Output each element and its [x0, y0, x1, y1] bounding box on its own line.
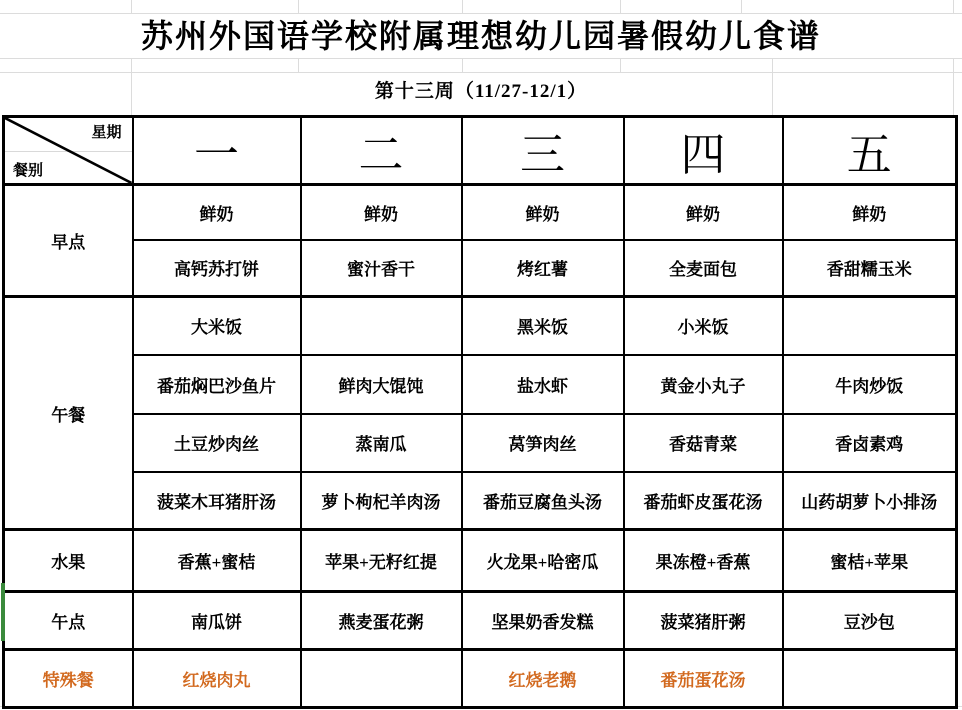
meal-label-afternoon-snack[interactable]: 午点: [4, 592, 133, 650]
menu-cell[interactable]: [783, 650, 957, 708]
day-header-2[interactable]: 二: [301, 117, 462, 185]
menu-cell[interactable]: 香卤素鸡: [783, 414, 957, 472]
corner-label-meal: 餐别: [13, 163, 44, 179]
table-row: [4, 355, 957, 414]
menu-cell[interactable]: 坚果奶香发糕: [462, 592, 624, 650]
meal-label-special-meal[interactable]: 特殊餐: [4, 650, 133, 708]
menu-cell[interactable]: 高钙苏打饼: [133, 240, 301, 297]
menu-cell[interactable]: 南瓜饼: [133, 592, 301, 650]
menu-cell[interactable]: 小米饭: [624, 297, 783, 355]
menu-cell[interactable]: 鲜肉大馄饨: [301, 355, 462, 414]
menu-cell[interactable]: 燕麦蛋花粥: [301, 592, 462, 650]
table-row: [4, 650, 957, 708]
sheet-gridline: [0, 58, 962, 59]
sheet-gridline: [462, 0, 463, 13]
menu-cell[interactable]: [783, 297, 957, 355]
meal-label-breakfast[interactable]: 早点: [4, 185, 133, 297]
menu-cell[interactable]: 鲜奶: [462, 185, 624, 240]
menu-cell[interactable]: 蜜桔+苹果: [783, 530, 957, 592]
table-row: [4, 297, 957, 355]
menu-table: [2, 115, 958, 709]
menu-cell[interactable]: 豆沙包: [783, 592, 957, 650]
sheet-gridline: [298, 0, 299, 13]
menu-cell[interactable]: 全麦面包: [624, 240, 783, 297]
corner-header-cell[interactable]: [4, 117, 133, 185]
menu-cell[interactable]: 牛肉炒饭: [783, 355, 957, 414]
row-select-marker: [1, 583, 5, 641]
menu-cell[interactable]: 鲜奶: [783, 185, 957, 240]
sheet-gridline: [462, 58, 463, 72]
menu-cell[interactable]: 番茄豆腐鱼头汤: [462, 472, 624, 530]
corner-label-weekday: 星期: [91, 125, 122, 141]
menu-cell[interactable]: 香菇青菜: [624, 414, 783, 472]
sheet-gridline: [131, 0, 132, 13]
menu-cell[interactable]: 番茄蛋花汤: [624, 650, 783, 708]
menu-cell[interactable]: 菠菜木耳猪肝汤: [133, 472, 301, 530]
sheet-gridline: [620, 58, 621, 72]
week-subtitle: 第十三周（11/27-12/1）: [374, 81, 588, 102]
menu-cell[interactable]: 果冻橙+香蕉: [624, 530, 783, 592]
menu-cell[interactable]: 鲜奶: [133, 185, 301, 240]
menu-cell[interactable]: [301, 650, 462, 708]
sheet-gridline: [741, 0, 742, 13]
day-header-5[interactable]: 五: [783, 117, 957, 185]
sheet-gridline: [620, 0, 621, 13]
menu-cell[interactable]: 红烧老鹅: [462, 650, 624, 708]
meal-label-lunch[interactable]: 午餐: [4, 297, 133, 530]
menu-cell[interactable]: 鲜奶: [624, 185, 783, 240]
table-row: [4, 592, 957, 650]
day-header-row: [4, 117, 957, 185]
meal-label-fruit[interactable]: 水果: [4, 530, 133, 592]
menu-cell[interactable]: [301, 297, 462, 355]
menu-cell[interactable]: 盐水虾: [462, 355, 624, 414]
menu-cell[interactable]: 火龙果+哈密瓜: [462, 530, 624, 592]
table-row: [4, 530, 957, 592]
menu-cell[interactable]: 蒸南瓜: [301, 414, 462, 472]
sheet-gridline: [298, 58, 299, 72]
menu-cell[interactable]: 土豆炒肉丝: [133, 414, 301, 472]
menu-cell[interactable]: 大米饭: [133, 297, 301, 355]
menu-cell[interactable]: 萝卜枸杞羊肉汤: [301, 472, 462, 530]
menu-cell[interactable]: 苹果+无籽红提: [301, 530, 462, 592]
menu-cell[interactable]: 菠菜猪肝粥: [624, 592, 783, 650]
table-row: [4, 472, 957, 530]
menu-cell[interactable]: 山药胡萝卜小排汤: [783, 472, 957, 530]
table-row: [4, 240, 957, 297]
menu-cell[interactable]: 红烧肉丸: [133, 650, 301, 708]
menu-cell[interactable]: 莴笋肉丝: [462, 414, 624, 472]
menu-cell[interactable]: 黄金小丸子: [624, 355, 783, 414]
day-header-3[interactable]: 三: [462, 117, 624, 185]
menu-cell[interactable]: 番茄虾皮蛋花汤: [624, 472, 783, 530]
menu-cell[interactable]: 鲜奶: [301, 185, 462, 240]
menu-cell[interactable]: 香蕉+蜜桔: [133, 530, 301, 592]
day-header-1[interactable]: 一: [133, 117, 301, 185]
table-row: [4, 185, 957, 240]
menu-cell[interactable]: 番茄焖巴沙鱼片: [133, 355, 301, 414]
page-title: 苏州外国语学校附属理想幼儿园暑假幼儿食谱: [140, 18, 821, 54]
menu-cell[interactable]: 黑米饭: [462, 297, 624, 355]
sheet-gridline: [953, 0, 954, 13]
menu-cell[interactable]: 蜜汁香干: [301, 240, 462, 297]
menu-cell[interactable]: 香甜糯玉米: [783, 240, 957, 297]
table-row: [4, 414, 957, 472]
menu-cell[interactable]: 烤红薯: [462, 240, 624, 297]
day-header-4[interactable]: 四: [624, 117, 783, 185]
